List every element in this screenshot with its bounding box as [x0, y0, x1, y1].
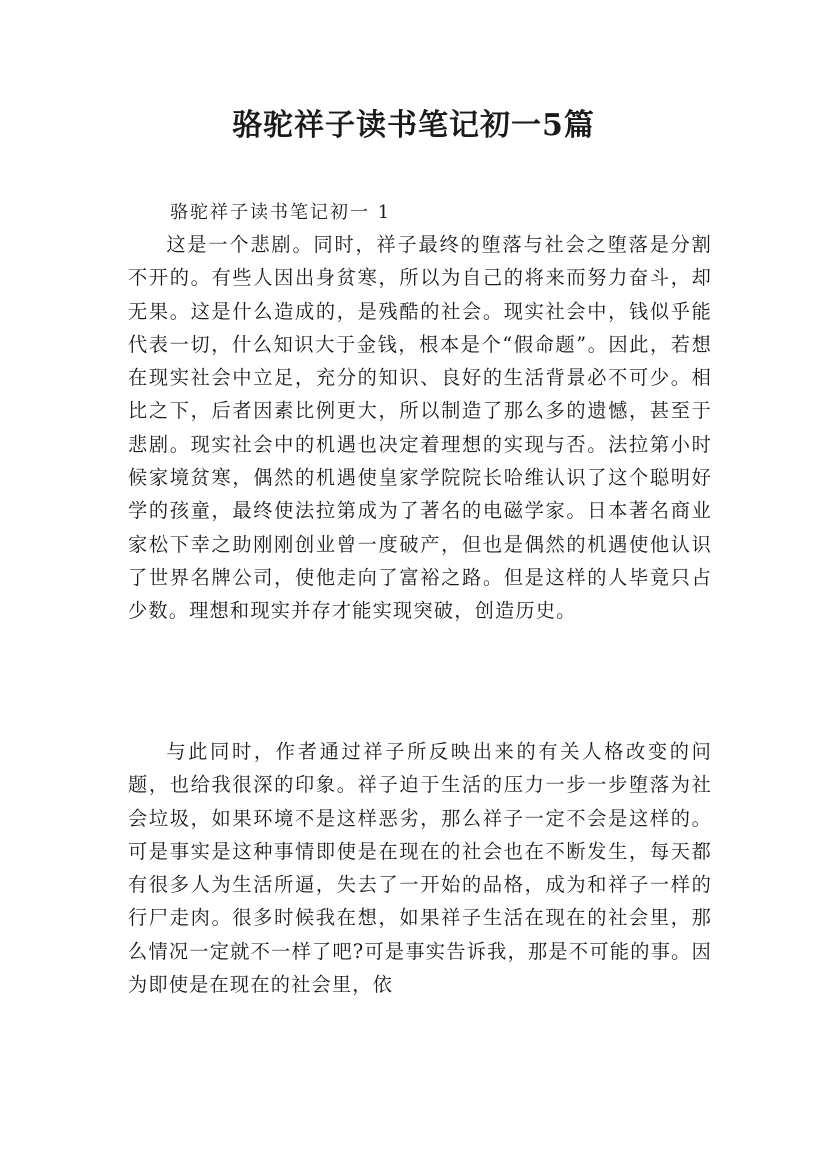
section-heading: 骆驼祥子读书笔记初一 1 — [170, 202, 392, 223]
paragraph: 与此同时，作者通过祥子所反映出来的有关人格改变的问题，也给我很深的印象。祥子迫于生活的压力一步一步堕落为社会垃圾，如果环境不是这样恶劣，那么祥子一定不会是这样的。可是事实是这种事情即使是在现在的社会也在不断发生，每天都有很多人为生活所逼，失去了一开始的品格，成为和祥子一样的行尸走肉。很多时候我在想，如果祥子生活在现在的社会里，那么情况一定就不一样了吧?可是事实告诉我，那是不可能的事。因为即使是在现在的社会里，依 — [128, 740, 712, 997]
document-title: 骆驼祥子读书笔记初一5篇 — [232, 108, 595, 143]
paragraph: 这是一个悲剧。同时，祥子最终的堕落与社会之堕落是分割不开的。有些人因出身贫寒，所以为自己的将来而努力奋斗，却无果。这是什么造成的，是残酷的社会。现实社会中，钱似乎能代表一切，什么知识大于金钱，根本是个“假命题”。因此，若想在现实社会中立足，充分的知识、良好的生活背景必不可少。相比之下，后者因素比例更大，所以制造了那么多的遗憾，甚至于悲剧。现实社会中的机遇也决定着理想的实现与否。法拉第小时候家境贫寒，偶然的机遇使皇家学院院长哈维认识了这个聪明好学的孩童，最终使法拉第成为了著名的电磁学家。日本著名商业家松下幸之助刚刚创业曾一度破产，但也是偶然的机遇使他认识了世界名牌公司，使他走向了富裕之路。但是这样的人毕竟只占少数。理想和现实并存才能实现突破，创造历史。 — [128, 233, 712, 623]
